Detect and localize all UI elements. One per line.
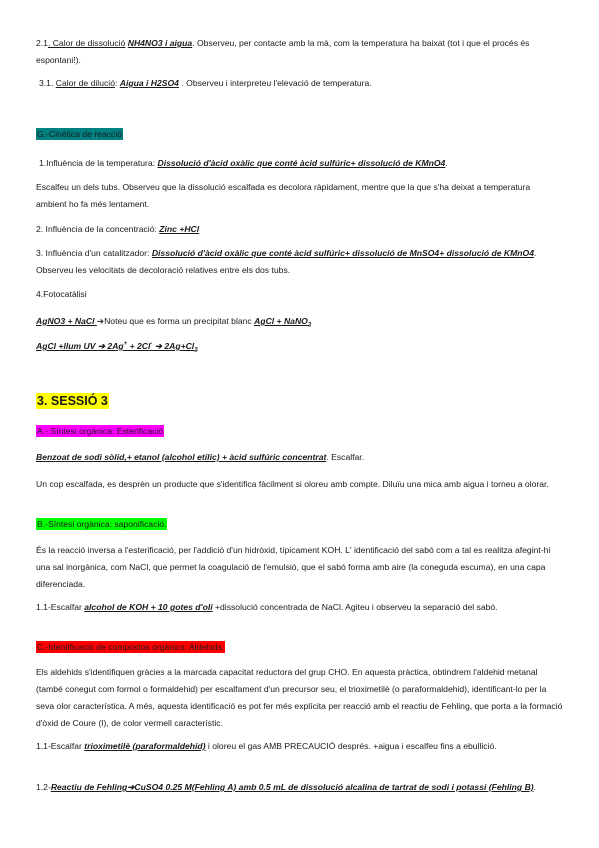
paragraph-saponification: És la reacció inversa a l'esterificació, per l'addició d'un hidròxid, típicament KOH. L' identificació del sabó com a tal es realitza afegint-hi una sal inorgànica, com NaCl, que permet la coagulació de l'emulsió, que el sabó forma amb aire (la coneguda escuma), en una capa diferenciada. bbox=[36, 545, 551, 589]
paragraph-concentration: 2. Influència de la concentració: Zinc +HCl bbox=[36, 224, 200, 234]
chem-zinc-hcl: Zinc +HCl bbox=[159, 224, 200, 234]
chem-h2so4: Aigua i H2SO4 bbox=[119, 78, 179, 88]
chem-agno3-nacl: AgNO3 + NaCl bbox=[36, 316, 97, 326]
session-3-heading bbox=[36, 393, 563, 410]
paragraph-heat-of-dissolution: 2.1. Calor de dissolució NH4NO3 i aigua. Observeu, per contacte amb la mà, com la temperatura ha baixat (tot i que el procés és espontani!). bbox=[36, 38, 530, 65]
paragraph-koh-oil: 1.1-Escalfar alcohol de KOH + 10 gotes d'oli +dissolució concentrada de NaCl. Agiteu i observeu la separació del sabó. bbox=[36, 602, 498, 612]
section-heading-aldehydes bbox=[36, 639, 563, 656]
section-heading-kinetics bbox=[36, 126, 563, 143]
arrow-icon: ➔ bbox=[152, 341, 162, 351]
session-3-title: 3. SESSIÓ 3 bbox=[37, 394, 108, 408]
paragraph-heat-of-dilution: 3.1. Calor de dilució: Aigua i H2SO4 . Observeu i interpreteu l'elevació de temperatura. bbox=[39, 78, 372, 88]
chem-agcl-uv: AgCl +llum UV ➔ 2Ag+ + 2Cl- ➔ $2Ag+Cl_2$ bbox=[36, 341, 198, 354]
chem-fehling: Reactiu de Fehling➔CuSO4 0.25 M(Fehling A) amb 0.5 mL de dissolució alcalina de tartrat de sodi i potassi (Fehling B) bbox=[50, 782, 534, 792]
paragraph-heating-tubes: Escalfeu un dels tubs. Observeu que la dissolució escalfada es decolora ràpidament, mentre que la que s'ha deixat a temperatura ambient ho fa més lentament. bbox=[36, 182, 531, 209]
reaction-agno3-nacl: AgNO3 + NaCl ➔Noteu que es forma un precipitat blanc AgCl + NaNO$_3$ bbox=[36, 316, 312, 329]
section-heading-saponification bbox=[36, 516, 563, 533]
chem-benzoate-ethanol: Benzoat de sodi sòlid,+ etanol (alcohol etílic) + àcid sulfúric concentrat bbox=[36, 452, 327, 462]
paragraph-aldehydes: Els aldehids s'identifiquen gràcies a la marcada capacitat reductora del grup CHO. En aquesta pràctica, obtindrem l'aldehid metanal (també conegut com formol o formaldehid) per escalfament d'un precursor seu, el trioximetilè (o paraformaldehid), identificant-lo per la seva olor característica. A més, aquesta identificació es pot fer més explícita per reacció amb el reactiu de Fehling, que porta a la formació d'òxid de Coure (I), de color vermell característic. bbox=[36, 667, 563, 728]
heat-of-dissolution-label: . Calor de dissolució bbox=[47, 38, 126, 48]
paragraph-benzoate: Benzoat de sodi sòlid,+ etanol (alcohol etílic) + àcid sulfúric concentrat. Escalfar. bbox=[36, 452, 365, 462]
section-heading-esterification bbox=[36, 423, 563, 440]
arrow-icon: ➔ bbox=[97, 341, 106, 351]
chem-koh-oil: alcohol de KOH + 10 gotes d'oli bbox=[84, 602, 213, 612]
paragraph-fehling: 1.2-Reactiu de Fehling➔CuSO4 0.25 M(Fehling A) amb 0.5 mL de dissolució alcalina de tartrat de sodi i potassi (Fehling B). bbox=[36, 782, 537, 792]
section-a-highlight: A.- Síntesi orgànica: Esterificació bbox=[37, 426, 164, 436]
chem-oxalic-kmno4: Dissolució d'àcid oxàlic que conté àcid sulfúric+ dissolució de KMnO4 bbox=[157, 158, 446, 168]
chem-catalyst-mix: Dissolució d'àcid oxàlic que conté àcid sulfúric+ dissolució de MnSO4+ dissolució de KMnO4 bbox=[151, 248, 534, 258]
paragraph-catalyst: 3. Influència d'un catalitzador: Dissolució d'àcid oxàlic que conté àcid sulfúric+ dissolució de MnSO4+ dissolució de KMnO4. Observeu les velocitats de decoloració relatives entre els dos tubs. bbox=[36, 248, 537, 275]
reaction-agcl-uv bbox=[36, 338, 563, 355]
chem-trioxymethylene: trioximetilè (paraformaldehid) bbox=[84, 741, 206, 751]
chem-nh4no3: NH4NO3 i aigua bbox=[127, 38, 193, 48]
paragraph-trioxymethylene: 1.1-Escalfar trioximetilè (paraformaldehid) i oloreu el gas AMB PRECAUCIÓ després. +aigua i escalfeu fins a ebullició. bbox=[36, 741, 497, 751]
section-g-highlight: G.-Cinètica de reacció bbox=[37, 129, 123, 139]
paragraph-after-heating: Un cop escalfada, es desprèn un producte que s'identifica fàcilment si oloreu amb compte. Diluïu una mica amb aigua i torneu a olorar. bbox=[36, 479, 549, 489]
paragraph-photocatalysis: 4.Fotocatàlisi bbox=[36, 289, 87, 299]
paragraph-temperature: 1.Influència de la temperatura: Dissolució d'àcid oxàlic que conté àcid sulfúric+ dissolució de KMnO4. bbox=[39, 158, 448, 168]
arrow-icon: ➔ bbox=[96, 316, 105, 326]
arrow-icon: ➔ bbox=[127, 782, 135, 792]
section-b-highlight: B.-Síntesi orgànica: saponificació. bbox=[37, 519, 167, 529]
chem-agcl-nano3: AgCl + NaNO$_3$ bbox=[254, 316, 312, 329]
section-c-highlight: C.-Identificació de compostos orgànics: Aldehids. bbox=[37, 642, 225, 652]
heat-of-dilution-label: Calor de dilució bbox=[55, 78, 115, 88]
